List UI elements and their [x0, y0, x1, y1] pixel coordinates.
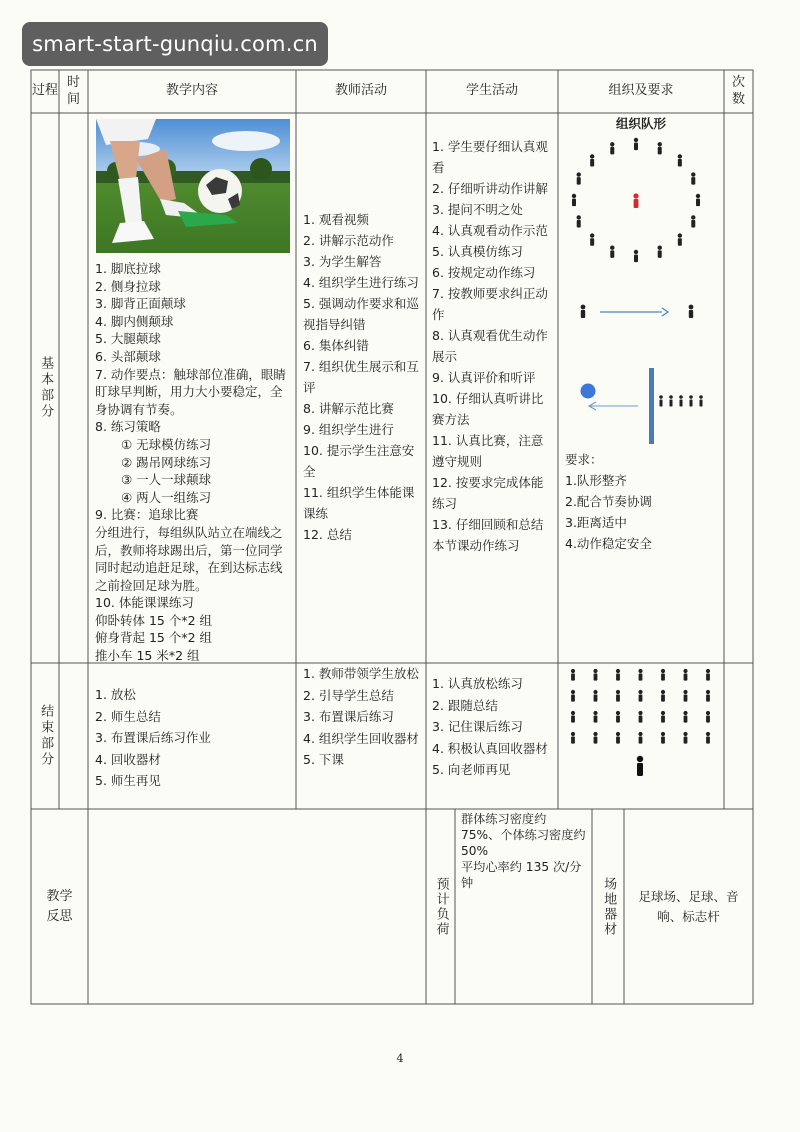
circle-formation-diagram	[558, 134, 724, 304]
student-figure-head	[661, 711, 665, 715]
ending-content-list	[95, 684, 294, 792]
teacher-item: 3. 布置课后练习	[303, 709, 394, 724]
content-item: 5. 大腿颠球	[95, 331, 161, 347]
chase-game-diagram	[558, 366, 724, 450]
soccer-kick-photo	[96, 119, 290, 253]
student-figure-body	[639, 715, 643, 722]
student-figure-head	[590, 154, 594, 158]
content-item: 9. 比赛：追球比赛	[95, 507, 199, 523]
content-item: ① 无球模仿练习	[121, 436, 212, 452]
student-figure-head	[638, 711, 642, 715]
student-item: 3. 提问不明之处	[432, 202, 523, 217]
student-figure-head	[610, 142, 614, 146]
student-figures	[571, 669, 710, 744]
student-figure-body	[696, 199, 700, 207]
student-figure-body	[610, 250, 614, 258]
content-item: 8. 练习策略	[95, 419, 161, 435]
student-figure-head	[593, 711, 597, 715]
student-item: 2. 跟随总结	[432, 697, 498, 713]
section-label-ending: 结束部分	[38, 704, 54, 768]
content-item: 2. 师生总结	[95, 708, 161, 724]
teacher-item: 4. 组织学生进行练习	[303, 275, 419, 290]
teacher-figure	[633, 193, 638, 208]
student-figure-body	[684, 673, 688, 680]
student-figure-body	[658, 147, 662, 155]
content-item: 7. 动作要点：触球部位准确，眼睛盯球早判断，用力大小要稳定，全身协调有节奏。	[95, 366, 286, 417]
student-figure-head	[696, 194, 700, 198]
student-figure-body	[691, 220, 695, 228]
student-figure-body	[684, 736, 688, 743]
teacher-item: 5. 下课	[303, 752, 344, 767]
teacher-figure	[637, 756, 643, 776]
basic-student-list	[432, 136, 554, 556]
header-process: 过程	[31, 83, 58, 99]
teacher-item: 2. 讲解示范动作	[303, 233, 394, 248]
student-item: 6. 按规定动作练习	[432, 265, 536, 280]
student-figure-head	[706, 669, 710, 673]
student-figure-head	[616, 669, 620, 673]
student-figure-head	[616, 732, 620, 736]
teacher-item: 10. 提示学生注意安全	[303, 443, 415, 479]
content-item: 3. 布置课后练习作业	[95, 730, 211, 745]
content-item: 俯身背起 15 个*2 组	[95, 630, 213, 646]
ending-teacher-list	[303, 663, 424, 771]
student-figure-head	[691, 172, 695, 176]
student-figure-body	[661, 736, 665, 743]
student-figure-head	[638, 669, 642, 673]
org-title: 组织队形	[615, 116, 666, 131]
student-figure-body	[572, 199, 576, 207]
student-figure-head	[634, 250, 638, 254]
student-figure-head	[638, 690, 642, 694]
student-figure-body	[571, 673, 575, 680]
student-figure-head	[571, 690, 575, 694]
student-figure-body	[678, 159, 682, 167]
content-item: 6. 头部颠球	[95, 348, 161, 364]
student-item: 1. 学生要仔细认真观看	[432, 139, 548, 175]
student-figure-body	[577, 220, 581, 228]
student-figure-head	[658, 142, 662, 146]
content-item: ② 踢吊网球练习	[121, 454, 212, 470]
student-figure-body	[639, 736, 643, 743]
content-item: 3. 脚背正面颠球	[95, 296, 186, 312]
student-figure-body	[706, 736, 710, 743]
student-figure-head	[683, 732, 687, 736]
student-figure-head	[593, 732, 597, 736]
student-item: 5. 认真模仿练习	[432, 244, 523, 259]
venue-label: 场地器材	[601, 876, 617, 937]
student-item: 4. 认真观看动作示范	[432, 223, 548, 238]
student-figure-body	[616, 673, 620, 680]
student-figure-body	[691, 177, 695, 185]
student-figure-head	[706, 690, 710, 694]
student-item: 3. 记住课后练习	[432, 719, 523, 734]
student-figure-head	[593, 669, 597, 673]
header-teacher: 教师活动	[334, 83, 387, 99]
teacher-item: 8. 讲解示范比赛	[303, 401, 394, 416]
student-figure-body	[661, 694, 665, 701]
student-figure-head	[616, 690, 620, 694]
ending-student-list	[432, 673, 554, 781]
student-figure-body	[706, 694, 710, 701]
student-figure-body	[616, 694, 620, 701]
teacher-item: 1. 教师带领学生放松	[303, 666, 419, 681]
content-item: 2. 侧身拉球	[95, 278, 161, 294]
student-figure-body	[616, 736, 620, 743]
student-figure-body	[616, 715, 620, 722]
student-figure-head	[683, 711, 687, 715]
teacher-item: 9. 组织学生进行	[303, 422, 394, 437]
student-figure-head	[571, 711, 575, 715]
teacher-item: 5. 强调动作要求和巡视指导纠错	[303, 296, 419, 332]
basic-teacher-list	[303, 209, 423, 545]
content-item: 推小车 15 米*2 组	[95, 648, 200, 664]
basic-content-list	[95, 260, 294, 665]
header-count: 次数	[731, 74, 745, 107]
student-figure-body	[577, 177, 581, 185]
teacher-item: 2. 引导学生总结	[303, 687, 394, 703]
load-label: 预计负荷	[433, 876, 449, 937]
student-figure-head	[571, 669, 575, 673]
content-item: 5. 师生再见	[95, 773, 161, 788]
student-item: 4. 积极认真回收器材	[432, 740, 548, 756]
student-figure-head	[683, 690, 687, 694]
student-figure-head	[577, 215, 581, 219]
student-figure-head	[683, 669, 687, 673]
content-item: 1. 放松	[95, 687, 136, 702]
content-item: 10. 体能课课练习	[95, 595, 194, 611]
header-organization: 组织及要求	[608, 83, 674, 99]
page-number: 4	[396, 1052, 404, 1065]
reflection-label: 教学反思	[46, 889, 73, 924]
student-figure-head	[577, 172, 581, 176]
content-item: 1. 脚底拉球	[95, 261, 161, 276]
student-item: 7. 按教师要求纠正动作	[432, 286, 548, 322]
student-figure-head	[571, 732, 575, 736]
content-item: 4. 脚内侧颠球	[95, 313, 174, 329]
student-figure-head	[638, 732, 642, 736]
student-figure-body	[594, 673, 598, 680]
student-figure-head	[634, 138, 638, 142]
movement-arrow-diagram	[558, 296, 724, 336]
teacher-item: 6. 集体纠错	[303, 338, 369, 353]
header-student: 学生活动	[465, 83, 518, 99]
header-content: 教学内容	[165, 83, 218, 99]
student-item: 10. 仔细认真听讲比赛方法	[432, 391, 544, 427]
student-figure-body	[639, 673, 643, 680]
student-figure-head	[590, 233, 594, 237]
requirements-title: 要求：	[565, 452, 603, 467]
student-figure-body	[661, 715, 665, 722]
student-figure-body	[634, 143, 638, 151]
venue-text: 足球场、足球、音响、标志杆	[638, 889, 739, 924]
teacher-item: 1. 观看视频	[303, 212, 369, 227]
teacher-item: 4. 组织学生回收器材	[303, 730, 419, 746]
student-figure-body	[571, 694, 575, 701]
requirement-item: 2.配合节奏协调	[565, 494, 652, 509]
content-item: 分组进行，每组纵队站立在端线之后，教师将球踢出后，第一位同学同时起动追赶足球，在到达标志线之前捡回足球为胜。	[95, 524, 283, 593]
student-figure-head	[691, 215, 695, 219]
student-item: 9. 认真评价和听评	[432, 370, 536, 385]
student-figure-head	[706, 711, 710, 715]
teacher-item: 3. 为学生解答	[303, 254, 382, 269]
teacher-item: 7. 组织优生展示和互评	[303, 359, 419, 395]
student-figure-head	[610, 246, 614, 250]
marker-pole	[649, 368, 654, 444]
section-label-basic: 基本部分	[38, 356, 54, 420]
requirement-item: 4.动作稳定安全	[565, 536, 652, 551]
load-heart-rate: 平均心率约 135 次/分钟	[461, 860, 582, 890]
student-figure-body	[594, 694, 598, 701]
student-figure-body	[658, 250, 662, 258]
student-figure-body	[594, 715, 598, 722]
student-figure-body	[571, 715, 575, 722]
student-figure-head	[706, 732, 710, 736]
student-item: 1. 认真放松练习	[432, 676, 523, 691]
content-item: 4. 回收器材	[95, 751, 161, 767]
ball-icon	[581, 384, 596, 399]
student-figure-body	[610, 147, 614, 155]
student-figure-head	[572, 194, 576, 198]
student-item: 8. 认真观看优生动作展示	[432, 328, 548, 364]
student-figure-body	[684, 694, 688, 701]
student-figure-body	[661, 673, 665, 680]
student-item: 5. 向老师再见	[432, 762, 511, 777]
content-item: 仰卧转体 15 个*2 组	[95, 612, 213, 628]
teacher-item: 11. 组织学生体能课课练	[303, 485, 415, 521]
student-figure-head	[661, 690, 665, 694]
student-figure-head	[678, 154, 682, 158]
student-figure-body	[590, 159, 594, 167]
load-density: 群体练习密度约 75%、个体练习密度约 50%	[461, 812, 586, 858]
student-item: 12. 按要求完成体能练习	[432, 475, 544, 511]
content-item: ④ 两人一组练习	[121, 489, 212, 505]
requirement-item: 1.队形整齐	[565, 473, 627, 488]
student-figure-body	[594, 736, 598, 743]
content-item: ③ 一人一球颠球	[121, 472, 212, 488]
student-figure-body	[639, 694, 643, 701]
student-figure-head	[616, 711, 620, 715]
student-figure-body	[706, 673, 710, 680]
student-figure-body	[678, 238, 682, 246]
watermark-banner: smart-start-gunqiu.com.cn	[22, 22, 328, 66]
student-figure-head	[661, 732, 665, 736]
teacher-item: 12. 总结	[303, 527, 352, 542]
header-time: 时间	[66, 74, 80, 107]
student-item: 11. 认真比赛，注意遵守规则	[432, 433, 544, 469]
student-figure-head	[593, 690, 597, 694]
student-figure-body	[684, 715, 688, 722]
student-figure-head	[658, 246, 662, 250]
student-figure-head	[661, 669, 665, 673]
requirement-item: 3.距离适中	[565, 515, 627, 530]
student-item: 2. 仔细听讲动作讲解	[432, 181, 548, 196]
student-item: 13. 仔细回顾和总结本节课动作练习	[432, 517, 544, 553]
student-figure-body	[634, 255, 638, 263]
student-figure-head	[678, 233, 682, 237]
student-figure-body	[590, 238, 594, 246]
grid-formation-diagram	[558, 665, 724, 805]
student-figure-body	[706, 715, 710, 722]
student-figure-body	[571, 736, 575, 743]
